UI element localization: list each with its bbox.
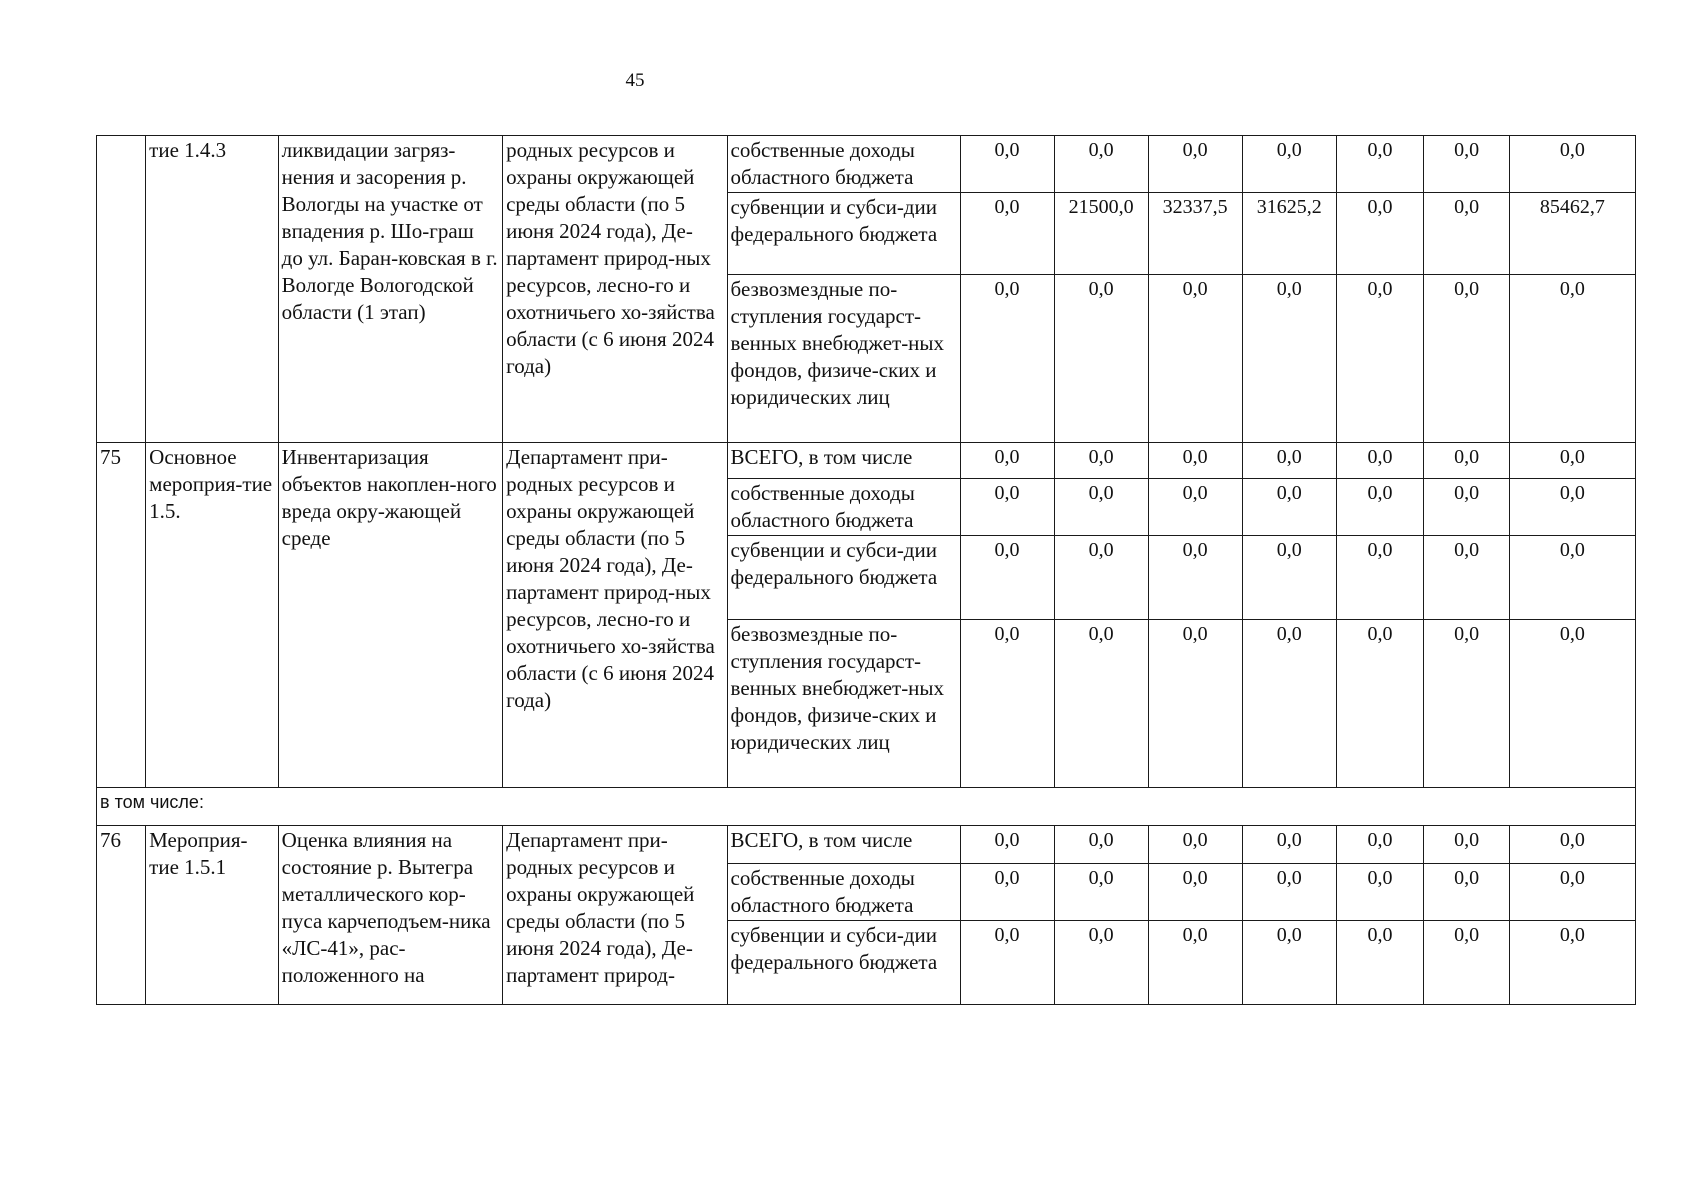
value-cell: 0,0 (1054, 921, 1148, 1005)
value-cell: 0,0 (1148, 479, 1242, 536)
value-cell: 0,0 (1242, 921, 1336, 1005)
value-cell: 0,0 (1424, 193, 1510, 275)
value-cell: 0,0 (1424, 864, 1510, 921)
value-cell: 0,0 (1054, 275, 1148, 443)
value-cell: 0,0 (1424, 275, 1510, 443)
value-cell: 0,0 (1148, 136, 1242, 193)
value-cell: 0,0 (1054, 536, 1148, 620)
executor-cell: Департамент при-родных ресурсов и охраны окружающей среды области (по 5 июня 2024 года), Де-партамент природ-ных ресурсов, лесно-го и охотничьего хо-зяйства области (с 6 июня 2024 года) (503, 443, 727, 788)
value-cell: 0,0 (960, 275, 1054, 443)
event-name-cell: ликвидации загряз-нения и засорения р. Вологды на участке от впадения р. Шо-граш до ул. Баран-ковская в г. Вологде Вологодской области (1 этап) (278, 136, 502, 443)
row-number-cell: 76 (97, 826, 146, 1005)
value-cell: 0,0 (1424, 136, 1510, 193)
value-cell: 0,0 (1509, 479, 1635, 536)
value-cell: 0,0 (1336, 620, 1424, 788)
value-cell: 0,0 (1242, 443, 1336, 479)
value-cell: 0,0 (960, 136, 1054, 193)
value-cell: 0,0 (1509, 136, 1635, 193)
event-name-cell: Инвентаризация объектов накоплен-ного вреда окру-жающей среде (278, 443, 502, 788)
event-code-cell: Мероприя-тие 1.5.1 (146, 826, 279, 1005)
value-cell: 0,0 (1336, 193, 1424, 275)
funding-source-cell: собственные доходы областного бюджета (727, 136, 960, 193)
funding-source-cell: субвенции и субси-дии федерального бюджета (727, 921, 960, 1005)
value-cell: 0,0 (960, 479, 1054, 536)
table-row (97, 136, 1636, 193)
funding-source-cell: собственные доходы областного бюджета (727, 479, 960, 536)
including-note: в том числе: (97, 788, 1636, 826)
value-cell: 0,0 (1424, 620, 1510, 788)
funding-source-cell: безвозмездные по-ступления государст-венных внебюджет-ных фондов, физиче-ских и юридических лиц (727, 620, 960, 788)
value-cell: 0,0 (1054, 826, 1148, 864)
executor-cell: Департамент при-родных ресурсов и охраны окружающей среды области (по 5 июня 2024 года), Де-партамент природ- (503, 826, 727, 1005)
value-cell: 0,0 (1242, 620, 1336, 788)
value-cell: 31625,2 (1242, 193, 1336, 275)
value-cell: 0,0 (960, 620, 1054, 788)
value-cell: 0,0 (1336, 443, 1424, 479)
funding-source-cell: собственные доходы областного бюджета (727, 864, 960, 921)
value-cell: 0,0 (1148, 443, 1242, 479)
funding-source-cell: ВСЕГО, в том числе (727, 443, 960, 479)
value-cell: 0,0 (1336, 921, 1424, 1005)
value-cell: 0,0 (1242, 864, 1336, 921)
value-cell: 0,0 (1242, 136, 1336, 193)
funding-source-cell: ВСЕГО, в том числе (727, 826, 960, 864)
value-cell: 0,0 (1148, 864, 1242, 921)
value-cell: 0,0 (1336, 275, 1424, 443)
value-cell: 0,0 (1242, 479, 1336, 536)
budget-table (96, 135, 1636, 1005)
value-cell: 0,0 (1509, 620, 1635, 788)
event-name-cell: Оценка влияния на состояние р. Вытегра металлического кор-пуса карчеподъем-ника «ЛС-41», рас-положенного на (278, 826, 502, 1005)
value-cell: 0,0 (1336, 536, 1424, 620)
funding-source-cell: субвенции и субси-дии федерального бюджета (727, 193, 960, 275)
value-cell: 0,0 (960, 826, 1054, 864)
value-cell: 0,0 (1054, 864, 1148, 921)
value-cell: 85462,7 (1509, 193, 1635, 275)
executor-cell: родных ресурсов и охраны окружающей среды области (по 5 июня 2024 года), Де-партамент природ-ных ресурсов, лесно-го и охотничьего хо-зяйства области (с 6 июня 2024 года) (503, 136, 727, 443)
value-cell: 0,0 (960, 864, 1054, 921)
value-cell: 0,0 (1242, 536, 1336, 620)
value-cell: 0,0 (1424, 826, 1510, 864)
value-cell: 0,0 (1054, 620, 1148, 788)
event-code-cell: тие 1.4.3 (146, 136, 279, 443)
value-cell: 0,0 (1054, 443, 1148, 479)
value-cell: 0,0 (1242, 275, 1336, 443)
table-row (97, 788, 1636, 826)
value-cell: 0,0 (1509, 443, 1635, 479)
value-cell: 0,0 (960, 443, 1054, 479)
value-cell: 0,0 (960, 193, 1054, 275)
table-row (97, 826, 1636, 864)
table-row (97, 443, 1636, 479)
value-cell: 0,0 (1336, 826, 1424, 864)
value-cell: 0,0 (1148, 826, 1242, 864)
value-cell: 21500,0 (1054, 193, 1148, 275)
funding-source-cell: субвенции и субси-дии федерального бюджета (727, 536, 960, 620)
value-cell: 0,0 (960, 536, 1054, 620)
value-cell: 0,0 (1424, 479, 1510, 536)
value-cell: 0,0 (1509, 536, 1635, 620)
value-cell: 0,0 (1509, 864, 1635, 921)
row-number-cell: 75 (97, 443, 146, 788)
value-cell: 0,0 (1509, 275, 1635, 443)
value-cell: 0,0 (1336, 479, 1424, 536)
row-number-cell (97, 136, 146, 443)
value-cell: 0,0 (1509, 826, 1635, 864)
value-cell: 0,0 (1509, 921, 1635, 1005)
funding-source-cell: безвозмездные по-ступления государст-венных внебюджет-ных фондов, физиче-ских и юридических лиц (727, 275, 960, 443)
value-cell: 0,0 (1148, 620, 1242, 788)
value-cell: 0,0 (1424, 443, 1510, 479)
value-cell: 0,0 (960, 921, 1054, 1005)
page-number: 45 (625, 70, 645, 91)
value-cell: 0,0 (1148, 536, 1242, 620)
value-cell: 0,0 (1242, 826, 1336, 864)
value-cell: 0,0 (1054, 479, 1148, 536)
value-cell: 0,0 (1336, 136, 1424, 193)
value-cell: 0,0 (1054, 136, 1148, 193)
value-cell: 0,0 (1148, 275, 1242, 443)
value-cell: 0,0 (1336, 864, 1424, 921)
value-cell: 0,0 (1424, 536, 1510, 620)
event-code-cell: Основное мероприя-тие 1.5. (146, 443, 279, 788)
value-cell: 32337,5 (1148, 193, 1242, 275)
value-cell: 0,0 (1148, 921, 1242, 1005)
value-cell: 0,0 (1424, 921, 1510, 1005)
